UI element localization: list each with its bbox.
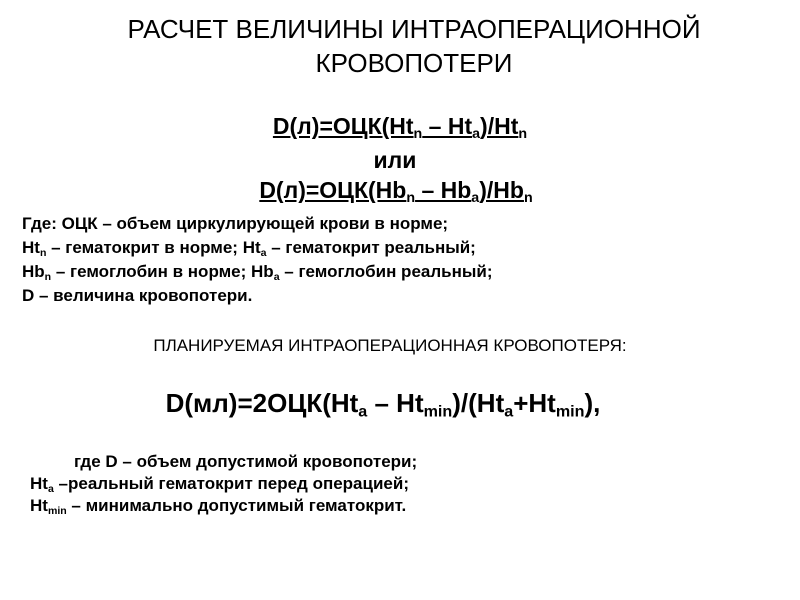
formula-allowable-part: )/(Ht <box>452 388 505 418</box>
formula-subscript: n <box>406 189 416 206</box>
definition-line-3 <box>22 260 493 284</box>
explanation-block <box>30 451 417 517</box>
definition-text: Hb <box>22 262 45 281</box>
formula-allowable-loss <box>0 386 766 420</box>
definition-line-2 <box>22 236 493 260</box>
definition-subscript: n <box>44 270 52 283</box>
explanation-text: Ht <box>30 496 48 515</box>
formula-hematocrit-part: – Ht <box>422 113 473 139</box>
explanation-text: – минимально допустимый гематокрит. <box>66 496 407 515</box>
formula-subscript: n <box>518 125 528 142</box>
formula-hematocrit-part: )/Ht <box>480 113 519 139</box>
explanation-subscript: min <box>47 504 67 517</box>
formula-allowable-part: ), <box>584 388 601 418</box>
definition-text: – гематокрит в норме; Ht <box>46 238 261 257</box>
formula-subscript: min <box>423 402 453 421</box>
formula-subscript: a <box>471 189 480 206</box>
planned-loss-heading: ПЛАНИРУЕМАЯ ИНТРАОПЕРАЦИОННАЯ КРОВОПОТЕРЯ: <box>153 336 627 355</box>
definition-text: – гемоглобин в норме; Hb <box>51 262 274 281</box>
formula-subscript: a <box>358 402 368 421</box>
explanation-subscript: a <box>47 482 54 495</box>
formula-hemoglobin-part: )/Hb <box>479 177 524 203</box>
explanation-line-3 <box>30 495 417 517</box>
formula-hemoglobin-part: – Hb <box>415 177 472 203</box>
formula-subscript: n <box>413 125 423 142</box>
formula-subscript: n <box>523 189 533 206</box>
definition-text: – гемоглобин реальный; <box>279 262 493 281</box>
formula-allowable-part: +Ht <box>513 388 556 418</box>
formula-hematocrit-part: D(л)=ОЦК(Ht <box>272 113 414 139</box>
definition-subscript: a <box>260 246 267 259</box>
definition-subscript: a <box>273 270 280 283</box>
title-line-1: РАСЧЕТ ВЕЛИЧИНЫ ИНТРАОПЕРАЦИОННОЙ <box>127 14 701 44</box>
formula-hematocrit <box>0 112 800 140</box>
slide-title <box>0 12 800 80</box>
definitions-block <box>22 212 493 308</box>
or-word: или <box>373 147 417 173</box>
formula-hemoglobin <box>0 176 792 204</box>
definition-text: Ht <box>22 238 40 257</box>
formula-subscript: a <box>504 402 514 421</box>
title-line-2: КРОВОПОТЕРИ <box>315 48 513 78</box>
definition-line-4: D – величина кровопотери. <box>22 286 253 305</box>
explanation-text: –реальный гематокрит перед операцией; <box>53 474 409 493</box>
explanation-text: Ht <box>30 474 48 493</box>
formula-subscript: min <box>555 402 585 421</box>
definition-text: – гематокрит реальный; <box>266 238 476 257</box>
definition-line-1: Где: ОЦК – объем циркулирующей крови в норме; <box>22 214 449 233</box>
formula-allowable-part: – Ht <box>367 388 424 418</box>
explanation-line-2 <box>30 473 417 495</box>
formula-hemoglobin-part: D(л)=ОЦК(Hb <box>259 177 407 203</box>
formula-subscript: a <box>472 125 481 142</box>
explanation-line-1: где D – объем допустимой кровопотери; <box>74 452 418 471</box>
definition-subscript: n <box>39 246 47 259</box>
formula-allowable-part: D(мл)=2ОЦК(Ht <box>165 388 359 418</box>
